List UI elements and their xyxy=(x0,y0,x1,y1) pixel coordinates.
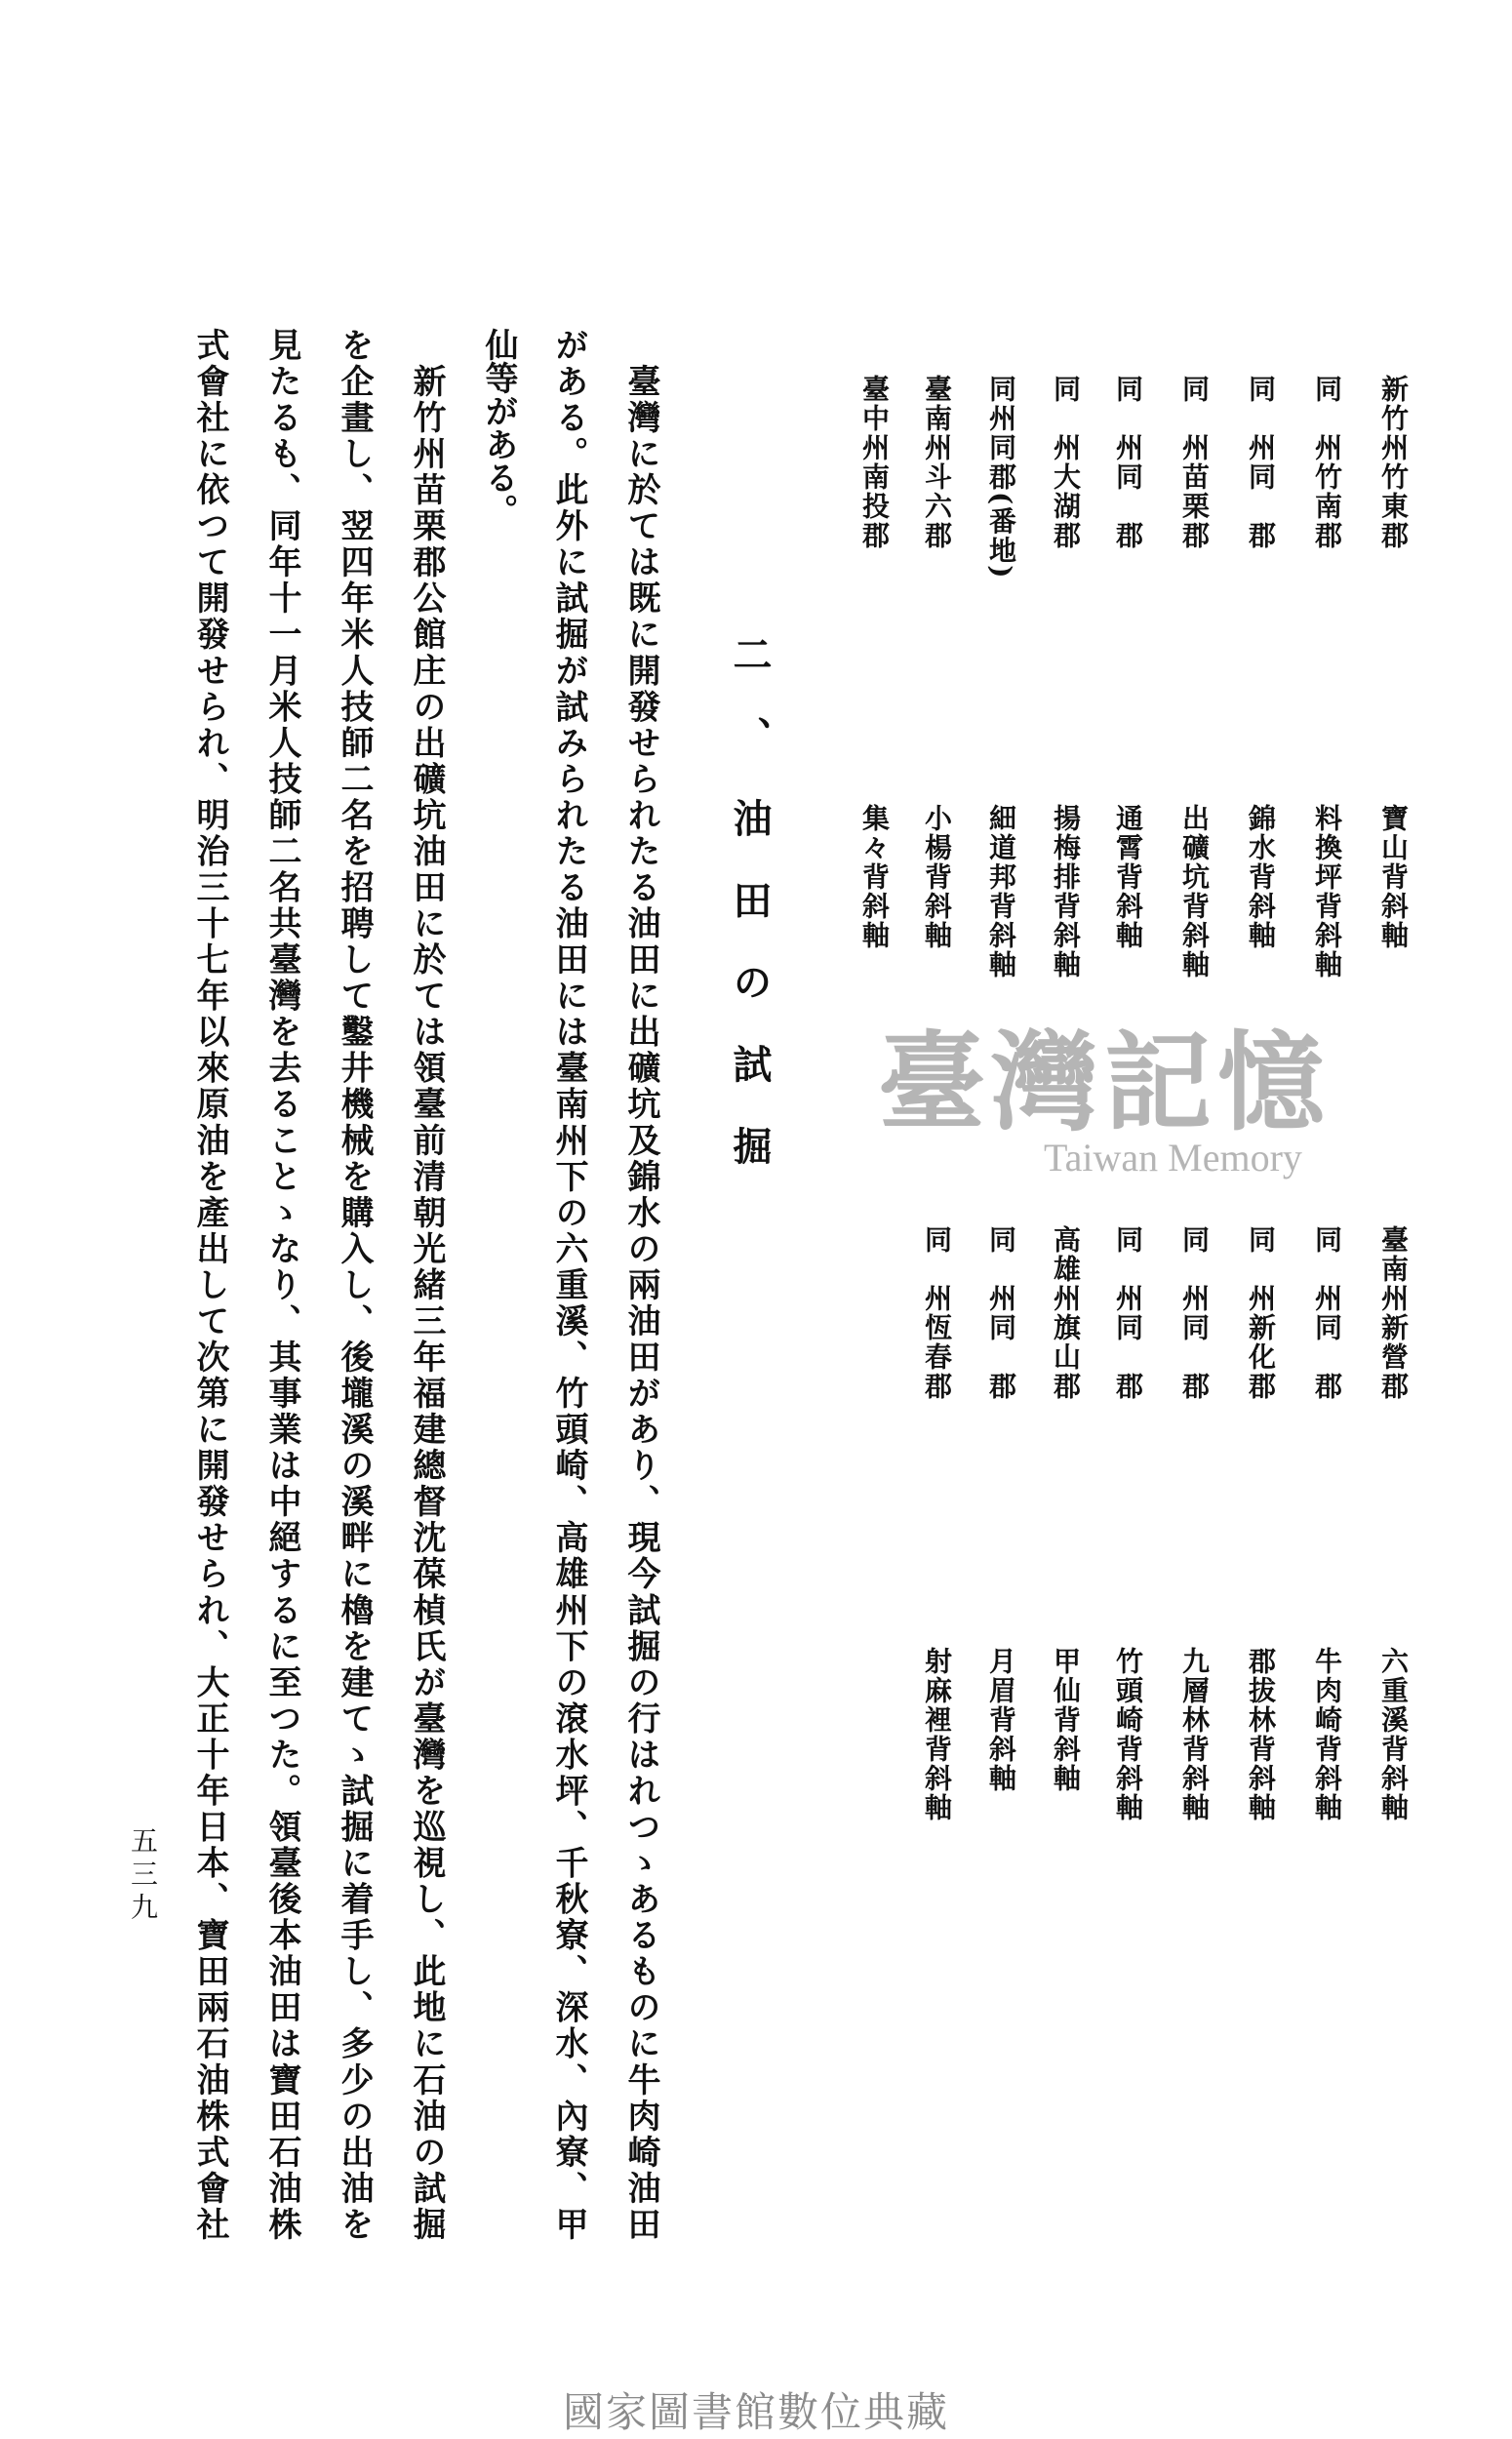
district-cell: 同 州大湖郡 xyxy=(1050,375,1082,550)
district-cell: 新竹州竹東郡 xyxy=(1377,375,1410,550)
page-number: 五三九 xyxy=(127,1826,159,1926)
anticline-cell: 集々背斜軸 xyxy=(858,804,891,950)
anticline-cell: 甲仙背斜軸 xyxy=(1050,1647,1082,1793)
district-cell: 臺南州新營郡 xyxy=(1377,1225,1410,1401)
district-cell: 同 州同 郡 xyxy=(1178,1225,1211,1401)
district-cell: 同 州竹南郡 xyxy=(1311,375,1343,550)
district-cell: 同 州同 郡 xyxy=(1245,375,1277,550)
district-cell: 臺南州斗六郡 xyxy=(921,375,953,550)
district-cell: 同 州恆春郡 xyxy=(921,1225,953,1401)
anticline-cell: 郡拔林背斜軸 xyxy=(1245,1647,1277,1822)
watermark-chinese: 臺灣記憶 xyxy=(878,1020,1331,1145)
watermark-logo xyxy=(878,1020,1366,1185)
anticline-cell: 九層林背斜軸 xyxy=(1178,1647,1211,1822)
anticline-cell: 出礦坑背斜軸 xyxy=(1178,804,1211,980)
body-text-column: 仙等がある。 xyxy=(479,328,518,527)
district-cell: 同 州同 郡 xyxy=(1112,375,1144,550)
footer-archive-label: 國家圖書館數位典藏 xyxy=(562,2388,949,2436)
district-cell: 同州同郡(番地) xyxy=(985,375,1017,580)
anticline-cell: 通霄背斜軸 xyxy=(1112,804,1144,950)
anticline-cell: 六重溪背斜軸 xyxy=(1377,1647,1410,1822)
anticline-cell: 射麻裡背斜軸 xyxy=(921,1647,953,1822)
body-text-column: を企畫し、翌四年米人技師二名を招聘して鑿井機械を購入し、後壠溪の溪畔に櫓を建てゝ試掘に着手し、多少の出油を xyxy=(335,328,374,2240)
district-cell: 臺中州南投郡 xyxy=(858,375,891,550)
anticline-cell: 牛肉崎背斜軸 xyxy=(1311,1647,1343,1822)
anticline-cell: 竹頭崎背斜軸 xyxy=(1112,1647,1144,1822)
district-cell: 同 州同 郡 xyxy=(985,1225,1017,1401)
anticline-cell: 小楊背斜軸 xyxy=(921,804,953,950)
anticline-cell: 寶山背斜軸 xyxy=(1377,804,1410,950)
watermark-english: Taiwan Memory xyxy=(1044,1136,1302,1180)
body-text-column: 臺灣に於ては既に開發せられたる油田に出礦坑及錦水の兩油田があり、現今試掘の行はれつゝあるものに牛肉崎油田 xyxy=(621,328,660,2240)
anticline-cell: 料換坪背斜軸 xyxy=(1311,804,1343,980)
district-cell: 同 州苗栗郡 xyxy=(1178,375,1211,550)
anticline-cell: 細道邦背斜軸 xyxy=(985,804,1017,980)
body-text-column: がある。此外に試掘が試みられたる油田には臺南州下の六重溪、竹頭崎、高雄州下の滾水坪、千秋寮、深水、內寮、甲 xyxy=(549,328,588,2240)
district-cell: 高雄州旗山郡 xyxy=(1050,1225,1082,1401)
anticline-cell: 錦水背斜軸 xyxy=(1245,804,1277,950)
district-cell: 同 州同 郡 xyxy=(1311,1225,1343,1401)
district-cell: 同 州同 郡 xyxy=(1112,1225,1144,1401)
anticline-cell: 揚梅排背斜軸 xyxy=(1050,804,1082,980)
anticline-cell: 月眉背斜軸 xyxy=(985,1647,1017,1793)
district-cell: 同 州新化郡 xyxy=(1245,1225,1277,1401)
body-text-column: 新竹州苗栗郡公館庄の出礦坑油田に於ては領臺前清朝光緒三年福建總督沈葆楨氏が臺灣を巡視し、此地に石油の試掘 xyxy=(407,328,446,2240)
section-heading: 二、油田の試掘 xyxy=(727,634,773,1208)
body-text-column: 見たるも、同年十一月米人技師二名共臺灣を去ることゝなり、其事業は中絕するに至つた。領臺後本油田は寶田石油株 xyxy=(262,328,301,2240)
body-text-column: 式會社に依つて開發せられ、明治三十七年以來原油を產出して次第に開發せられ、大正十年日本、寶田兩石油株式會社 xyxy=(190,328,229,2240)
